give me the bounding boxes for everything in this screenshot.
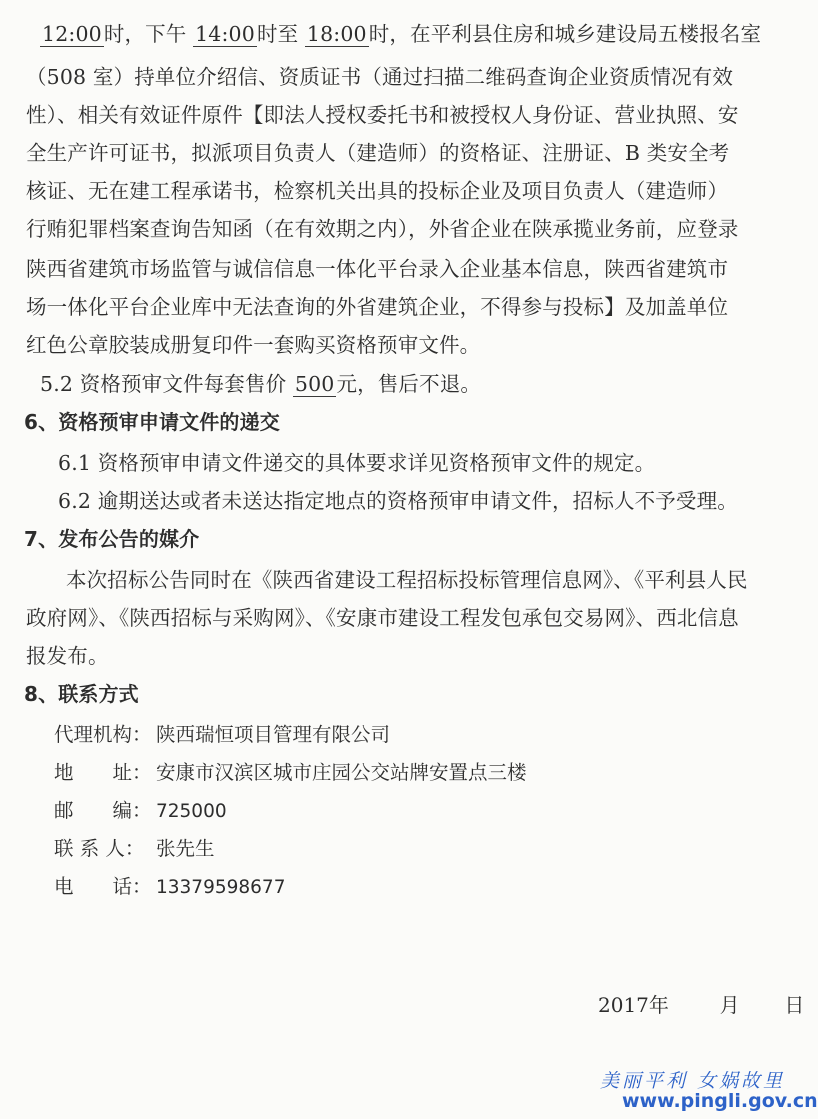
price-underlined: 500: [294, 372, 335, 396]
contact-label: 电 话：: [54, 875, 152, 898]
watermark-slogan: 美丽平利 女娲故里: [600, 1070, 786, 1092]
contact-value: 13379598677: [156, 877, 286, 898]
section-6-item-1: 6.1 资格预审申请文件递交的具体要求详见资格预审文件的规定。: [58, 451, 656, 475]
contact-address: [54, 761, 527, 785]
contact-value: 陕西瑞恒项目管理有限公司: [156, 723, 391, 746]
para-5-1-line-9: 红色公章胶装成册复印件一套购买资格预审文件。: [26, 333, 481, 357]
contact-value: 安康市汉滨区城市庄园公交站牌安置点三楼: [156, 761, 527, 784]
para-5-1-line-5: 核证、无在建工程承诺书，检察机关出具的投标企业及项目负责人（建造师）: [26, 179, 729, 203]
section-7-line-1: 本次招标公告同时在《陕西省建设工程招标投标管理信息网》、《平利县人民: [66, 568, 748, 592]
contact-value: 725000: [156, 801, 227, 822]
contact-value: 张先生: [156, 837, 215, 860]
para-5-1-line-7: 陕西省建筑市场监管与诚信信息一体化平台录入企业基本信息，陕西省建筑市: [26, 257, 729, 281]
section-7-line-2: 政府网》、《陕西招标与采购网》、《安康市建设工程发包承包交易网》、西北信息: [26, 606, 739, 630]
contact-postcode: [54, 799, 227, 823]
contact-label: 联 系 人：: [54, 837, 145, 860]
para-5-1-line-1: 12:00时，下午 14:00时至 18:00时，在平利县住房和城乡建设局五楼报名室: [42, 22, 762, 46]
document-date: [598, 993, 804, 1017]
date-year: 2017年: [598, 993, 669, 1017]
contact-agency: [54, 723, 390, 747]
time-underlined: 18:00: [306, 22, 367, 46]
para-5-1-line-2: （508 室）持单位介绍信、资质证书（通过扫描二维码查询企业资质情况有效: [26, 65, 734, 89]
contact-label: 邮 编：: [54, 799, 152, 822]
section-6-heading: 6、资格预审申请文件的递交: [24, 410, 280, 434]
section-7-heading: 7、发布公告的媒介: [24, 527, 200, 551]
contact-label: 代理机构：: [54, 723, 152, 746]
section-6-item-2: 6.2 逾期送达或者未送达指定地点的资格预审申请文件，招标人不予受理。: [58, 489, 738, 513]
time-underlined: 14:00: [195, 22, 255, 46]
contact-person: [54, 837, 215, 861]
date-month: 月: [719, 993, 740, 1017]
section-8-heading: 8、联系方式: [24, 682, 139, 706]
para-5-1-line-3: 性）、相关有效证件原件【即法人授权委托书和被授权人身份证、营业执照、安: [26, 103, 739, 127]
para-5-1-line-4: 全生产许可证书，拟派项目负责人（建造师）的资格证、注册证、B 类安全考: [26, 141, 730, 165]
contact-phone: [54, 875, 285, 899]
date-day: 日: [784, 993, 805, 1017]
para-5-1-line-8: 场一体化平台企业库中无法查询的外省建筑企业，不得参与投标】及加盖单位: [26, 295, 729, 319]
para-5-2: 5.2 资格预审文件每套售价 500元，售后不退。: [40, 372, 482, 396]
para-5-1-line-6: 行贿犯罪档案查询告知函（在有效期之内），外省企业在陕承揽业务前，应登录: [26, 217, 739, 241]
time-underlined: 12:00: [42, 22, 102, 46]
contact-label: 地 址：: [54, 761, 152, 784]
section-7-line-3: 报发布。: [26, 644, 109, 668]
watermark-url: www.pingli.gov.cn: [622, 1090, 818, 1112]
